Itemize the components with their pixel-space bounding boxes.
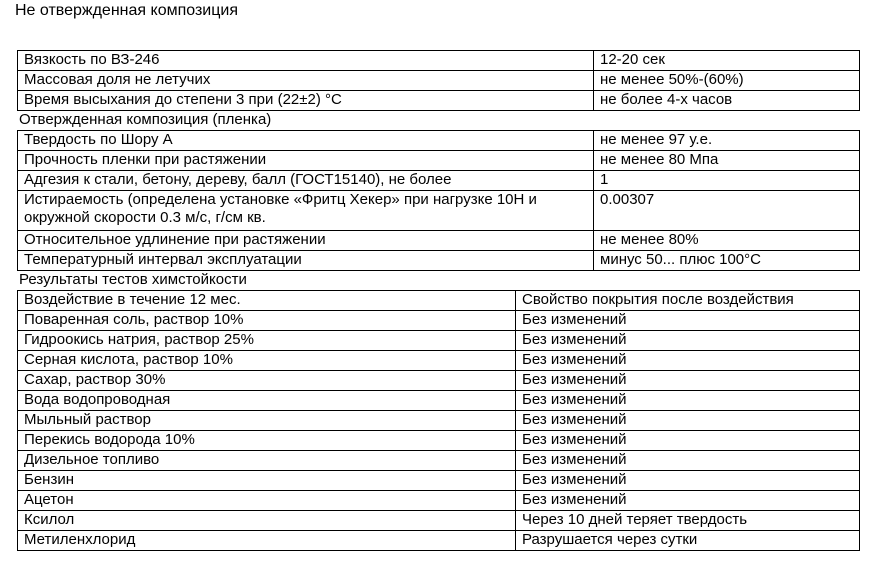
table-row [18,491,860,511]
result-cell: Разрушается через сутки [516,531,860,551]
result-cell: Без изменений [516,431,860,451]
table-row [18,391,860,411]
value-cell: не менее 97 у.е. [594,131,860,151]
result-cell: Без изменений [516,391,860,411]
table-row [18,451,860,471]
result-cell: Без изменений [516,351,860,371]
uncured-properties-table [17,50,860,111]
property-cell: Твердость по Шору А [18,131,594,151]
cured-section-heading: Отвержденная композиция (пленка) [19,111,272,128]
result-cell: Без изменений [516,311,860,331]
result-cell: Без изменений [516,451,860,471]
table-row [18,531,860,551]
value-cell: не более 4-х часов [594,91,860,111]
result-cell: Через 10 дней теряет твердость [516,511,860,531]
table-row [18,51,860,71]
property-cell: Адгезия к стали, бетону, дереву, балл (ГОСТ15140), не более [18,171,594,191]
table-row [18,351,860,371]
header-exposure: Воздействие в течение 12 мес. [18,291,516,311]
exposure-cell: Бензин [18,471,516,491]
exposure-cell: Вода водопроводная [18,391,516,411]
exposure-cell: Дизельное топливо [18,451,516,471]
table-row [18,511,860,531]
table-header-row [18,291,860,311]
value-cell: минус 50... плюс 100°С [594,251,860,271]
exposure-cell: Ксилол [18,511,516,531]
table-row [18,431,860,451]
exposure-cell: Поваренная соль, раствор 10% [18,311,516,331]
table-row [18,371,860,391]
exposure-cell: Метиленхлорид [18,531,516,551]
value-cell: не менее 80 Мпа [594,151,860,171]
property-cell: Температурный интервал эксплуатации [18,251,594,271]
exposure-cell: Перекись водорода 10% [18,431,516,451]
value-cell: 12-20 сек [594,51,860,71]
exposure-cell: Ацетон [18,491,516,511]
result-cell: Без изменений [516,471,860,491]
value-cell: не менее 50%-(60%) [594,71,860,91]
cured-properties-table [17,130,860,271]
table-row [18,171,860,191]
exposure-cell: Серная кислота, раствор 10% [18,351,516,371]
table-row [18,331,860,351]
chem-section-heading: Результаты тестов химстойкости [19,271,247,288]
table-row [18,311,860,331]
table-row [18,131,860,151]
property-cell: Истираемость (определена установке «Фритц Хекер» при нагрузке 10Н и окружной скорости 0.3 м/с, г/см кв. [18,191,594,231]
chem-resistance-table [17,290,860,551]
table-row [18,91,860,111]
result-cell: Без изменений [516,411,860,431]
exposure-cell: Гидроокись натрия, раствор 25% [18,331,516,351]
header-result: Свойство покрытия после воздействия [516,291,860,311]
page-title: Не отвержденная композиция [15,2,239,19]
result-cell: Без изменений [516,491,860,511]
table-row [18,471,860,491]
value-cell: не менее 80% [594,231,860,251]
value-cell: 0.00307 [594,191,860,231]
table-row [18,71,860,91]
table-row [18,151,860,171]
table-row [18,411,860,431]
result-cell: Без изменений [516,331,860,351]
table-row [18,251,860,271]
value-cell: 1 [594,171,860,191]
property-cell: Вязкость по ВЗ-246 [18,51,594,71]
property-cell: Время высыхания до степени 3 при (22±2) °С [18,91,594,111]
table-row [18,231,860,251]
table-row [18,191,860,231]
exposure-cell: Сахар, раствор 30% [18,371,516,391]
property-cell: Массовая доля не летучих [18,71,594,91]
result-cell: Без изменений [516,371,860,391]
property-cell: Прочность пленки при растяжении [18,151,594,171]
property-cell: Относительное удлинение при растяжении [18,231,594,251]
exposure-cell: Мыльный раствор [18,411,516,431]
